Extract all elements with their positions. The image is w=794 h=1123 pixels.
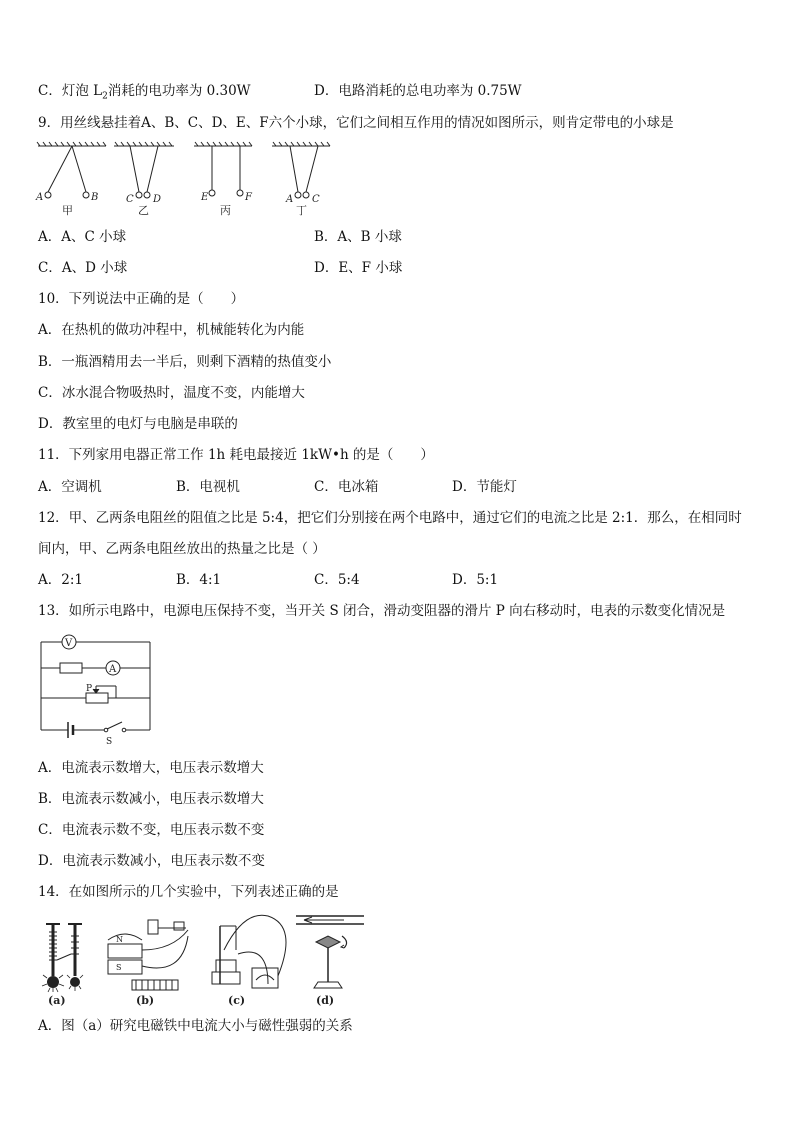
q9-ball-a1: A [36, 192, 44, 203]
q12-stem-line2: 间内，甲、乙两条电阻丝放出的热量之比是（ ） [38, 541, 326, 557]
q12-option-a: A．2:1 [38, 572, 83, 588]
q8-option-c-prefix: C．灯泡 L [38, 83, 103, 99]
q9-label-bing: 丙 [220, 204, 231, 217]
q12-option-d: D．5:1 [452, 572, 499, 588]
q13-option-b: B．电流表示数减小，电压表示数增大 [38, 791, 264, 807]
q9-ball-c2: C [312, 194, 320, 205]
q9-ball-d: D [153, 194, 162, 205]
q10-option-a: A．在热机的做功冲程中，机械能转化为内能 [38, 322, 305, 338]
q9-option-c: C．A、D 小球 [38, 260, 128, 276]
q10-option-c: C．冰水混合物吸热时，温度不变，内能增大 [38, 385, 305, 401]
q14-label-c: (c) [228, 994, 246, 1007]
q12-option-c: C．5:4 [314, 572, 360, 588]
q14-stem: 14．在如图所示的几个实验中，下列表述正确的是 [38, 884, 339, 900]
q13-option-a: A．电流表示数增大，电压表示数增大 [38, 760, 264, 776]
q11-option-c: C．电冰箱 [314, 479, 379, 495]
q10-stem: 10．下列说法中正确的是（ ） [38, 291, 245, 307]
q14-experiments-figure [38, 910, 366, 1008]
q8-option-c-sub: 2 [102, 91, 108, 102]
q9-ball-a2: A [286, 194, 294, 205]
q13-voltmeter-label: V [65, 638, 73, 649]
q14-south-label: S [116, 963, 122, 972]
q9-ball-f: F [245, 192, 252, 203]
q9-ball-c: C [126, 194, 134, 205]
q10-option-b: B．一瓶酒精用去一半后，则剩下酒精的热值变小 [38, 354, 332, 370]
q14-label-d: (d) [316, 994, 335, 1007]
q13-option-c: C．电流表示数不变，电压表示数不变 [38, 822, 265, 838]
q14-option-a: A．图（a）研究电磁铁中电流大小与磁性强弱的关系 [38, 1018, 353, 1034]
q14-north-label: N [116, 935, 123, 944]
q11-option-a: A．空调机 [38, 479, 102, 495]
q13-option-d: D．电流表示数减小，电压表示数不变 [38, 853, 265, 869]
q14-label-b: (b) [136, 994, 155, 1007]
q13-switch-label: S [106, 737, 113, 746]
q9-option-b: B．A、B 小球 [314, 229, 402, 245]
q9-ball-e: E [201, 192, 209, 203]
q9-option-a: A．A、C 小球 [38, 229, 127, 245]
q12-option-b: B．4:1 [176, 572, 222, 588]
q13-slider-label: P [86, 684, 93, 694]
q11-stem: 11．下列家用电器正常工作 1h 耗电最接近 1kW•h 的是（ ） [38, 447, 434, 463]
q9-stem: 9．用丝线悬挂着A、B、C、D、E、F六个小球，它们之间相互作用的情况如图所示，则肯定带电的小球是 [38, 115, 674, 131]
q8-option-c-suffix: 消耗的电功率为 0.30W [107, 83, 251, 99]
q13-ammeter-label: A [109, 664, 117, 675]
q9-label-yi: 乙 [138, 204, 149, 217]
q14-label-a: (a) [48, 994, 66, 1007]
q9-ball-b: B [91, 192, 99, 203]
q9-label-ding: 丁 [296, 204, 307, 217]
q10-option-d: D．教室里的电灯与电脑是串联的 [38, 416, 238, 432]
q11-option-d: D．节能灯 [452, 479, 517, 495]
q11-option-b: B．电视机 [176, 479, 240, 495]
q8-option-c [38, 82, 251, 106]
q13-circuit-figure [36, 630, 156, 746]
q13-stem: 13．如所示电路中，电源电压保持不变，当开关 S 闭合，滑动变阻器的滑片 P 向右移动时，电表的示数变化情况是 [38, 603, 726, 619]
q9-option-d: D．E、F 小球 [314, 260, 403, 276]
q12-stem-line1: 12．甲、乙两条电阻丝的阻值之比是 5:4，把它们分别接在两个电路中，通过它们的电流之比是 2:1．那么，在相同时 [38, 510, 742, 526]
q9-label-jia: 甲 [62, 204, 73, 217]
q9-figure [34, 140, 344, 218]
q8-option-d: D．电路消耗的总电功率为 0.75W [314, 83, 522, 99]
